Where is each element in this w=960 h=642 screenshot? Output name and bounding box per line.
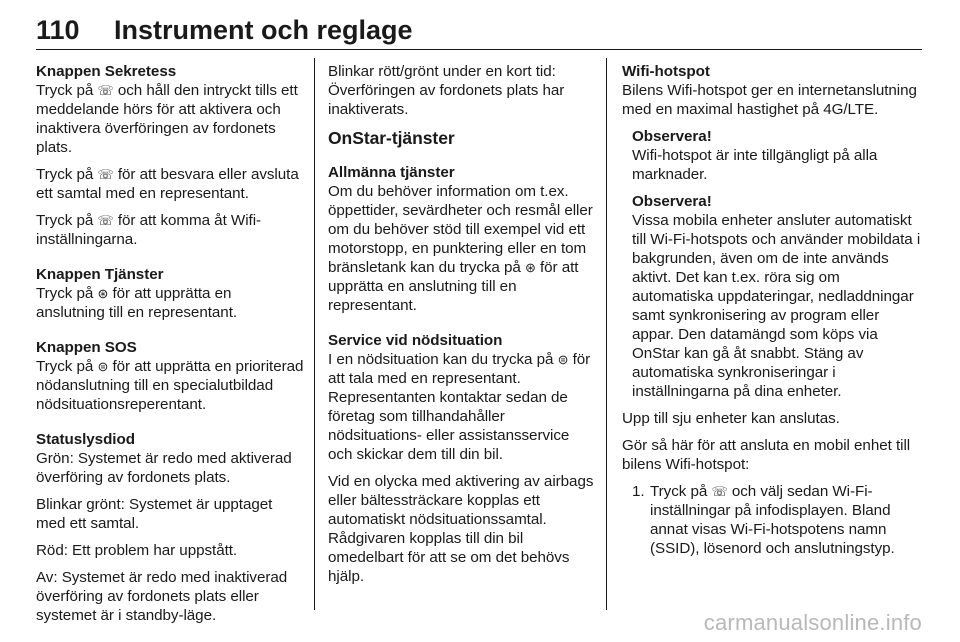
list-item — [632, 482, 922, 558]
paragraph: Om du behöver information om t.ex. öppettider, sevärdheter och resmål eller om du behöver stöd till exempel vid ett motorstopp, en punktering eller en tom bränsletank kan du trycka på ⊛ för att upprätta en anslutning till en representant. — [328, 183, 593, 314]
paragraph: Bilens Wifi-hotspot ger en internetanslutning med en maximal hastighet på 4G/LTE. — [622, 82, 917, 118]
page-title: Instrument och reglage — [114, 15, 413, 45]
paragraph: I en nödsituation kan du trycka på ⊜ för att tala med en representant. Representanten kontaktar sedan de företag som tillhandahåller nödsituations- eller assistansservice och skickar dem till din bil. — [328, 351, 591, 463]
paragraph: Tryck på ☏ och håll den intryckt tills ett meddelande hörs för att aktivera och inaktivera överföringen av fordonets plats. — [36, 82, 298, 156]
chapter-heading: OnStar-tjänster — [328, 128, 455, 148]
page-number: 110 — [36, 15, 80, 45]
emergency-section — [328, 331, 594, 586]
note-text: Vissa mobila enheter ansluter automatiskt till Wi-Fi-hotspots och använder mobildata i bakgrunden, även om de inte används aktivt. Det kan t.ex. röra sig om automatiska uppdateringar, nedladdningar samt synkronisering av program eller appar. Den datamängd som köps via OnStar kan gå åt snabbt. Stäng av automatiska synkroniseringar i inställningarna på dina enheter. — [632, 212, 921, 400]
phone-privacy-icon: ☏ — [97, 167, 114, 182]
privacy-section — [36, 62, 304, 249]
paragraph: Gör så här för att ansluta en mobil enhet till bilens Wifi-hotspot: — [622, 437, 911, 473]
paragraph: Vid en olycka med aktivering av airbags eller bältessträckare kopplas ett automatiskt nödsituationssamtal. Rådgivaren kopplas till din bil omedelbart för att se om det behövs hjälp. — [328, 473, 594, 585]
section-heading: Service vid nödsituation — [328, 332, 503, 349]
paragraph: Blinkar grönt: Systemet är upptaget med ett samtal. — [36, 496, 273, 532]
sos-icon: ⊜ — [557, 352, 569, 367]
section-heading: Statuslysdiod — [36, 431, 135, 448]
paragraph: Av: Systemet är redo med inaktiverad överföring av fordonets plats eller systemet är i standby-läge. — [36, 569, 288, 624]
list-number: 1. — [632, 483, 645, 500]
section-heading: Knappen SOS — [36, 339, 137, 356]
note-text: Wifi-hotspot är inte tillgängligt på alla marknader. — [632, 147, 878, 183]
column-2 — [328, 62, 594, 594]
paragraph: Tryck på ☏ för att besvara eller avsluta ett samtal med en representant. — [36, 166, 299, 202]
general-services-section — [328, 163, 594, 315]
paragraph: Tryck på ☏ för att komma åt Wifi-inställningarna. — [36, 212, 262, 248]
phone-privacy-icon: ☏ — [711, 484, 728, 499]
phone-privacy-icon: ☏ — [97, 213, 114, 228]
paragraph: Grön: Systemet är redo med aktiverad överföring av fordonets plats. — [36, 450, 292, 486]
sos-icon: ⊜ — [97, 359, 109, 374]
onstar-icon: ⊛ — [97, 286, 109, 301]
paragraph: Blinkar rött/grönt under en kort tid: Överföringen av fordonets plats har inaktiverats. — [328, 63, 565, 118]
column-divider — [606, 58, 607, 610]
note-box — [632, 192, 922, 401]
note-heading: Observera! — [632, 128, 712, 145]
onstar-icon: ⊛ — [524, 260, 536, 275]
paragraph: Tryck på ⊛ för att upprätta en anslutning till en representant. — [36, 285, 238, 321]
section-heading: Knappen Sekretess — [36, 63, 177, 80]
section-heading: Knappen Tjänster — [36, 266, 164, 283]
sos-section — [36, 338, 304, 414]
section-heading: Wifi-hotspot — [622, 63, 710, 80]
paragraph: Röd: Ett problem har uppstått. — [36, 542, 238, 559]
led-section — [36, 430, 304, 625]
note-box — [632, 127, 922, 184]
watermark: carmanualsonline.info — [703, 610, 922, 635]
services-section — [36, 265, 304, 322]
section-heading: Allmänna tjänster — [328, 164, 455, 181]
paragraph: Upp till sju enheter kan anslutas. — [622, 410, 840, 427]
page-header — [36, 8, 922, 50]
paragraph: Tryck på ⊜ för att upprätta en prioriterad nödanslutning till en specialutbildad nödsituationsreperentant. — [36, 358, 304, 413]
note-heading: Observera! — [632, 193, 712, 210]
column-3 — [622, 62, 922, 558]
column-divider — [314, 58, 315, 610]
list-text: Tryck på ☏ och välj sedan Wi-Fi-inställningar på infodisplayen. Bland annat visas Wi-Fi-hotspotens namn (SSID), lösenord och anslutningstyp. — [650, 483, 895, 557]
phone-privacy-icon: ☏ — [97, 83, 114, 98]
column-1 — [36, 62, 304, 633]
